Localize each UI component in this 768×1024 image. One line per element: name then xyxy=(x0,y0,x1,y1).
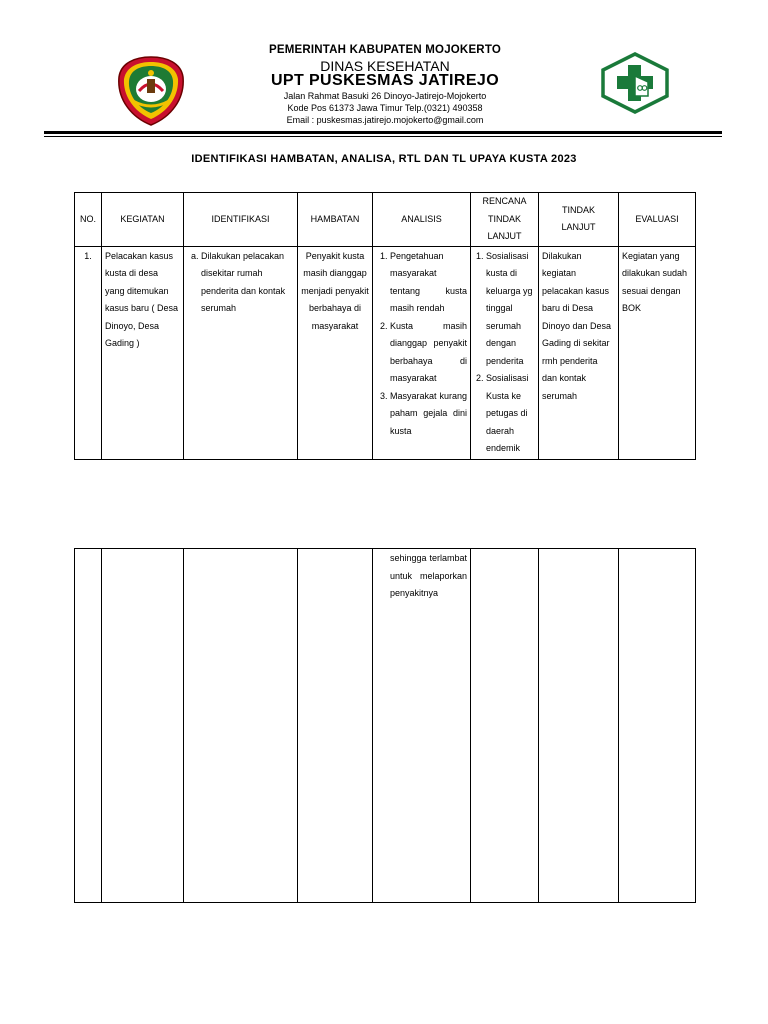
cell-no: 1. xyxy=(75,246,102,459)
table-row xyxy=(75,246,696,459)
cell-empty xyxy=(298,549,373,903)
header-divider-thick xyxy=(44,131,722,134)
col-header-tindak-lanjut: TINDAK LANJUT xyxy=(539,193,619,247)
header-divider-thin xyxy=(44,136,722,137)
cell-tindak-lanjut: Dilakukan kegiatan pelacakan kasus baru di Desa Dinoyo dan Desa Gading di sekitar rmh penderita dan kontak serumah xyxy=(539,246,619,459)
cell-identifikasi xyxy=(184,246,298,459)
col-header-no: NO. xyxy=(75,193,102,247)
header-address: Jalan Rahmat Basuki 26 Dinoyo-Jatirejo-Mojokerto xyxy=(283,91,487,101)
cell-empty xyxy=(75,549,102,903)
kusta-analysis-table xyxy=(74,192,696,460)
cell-rtl xyxy=(471,246,539,459)
cell-empty xyxy=(619,549,696,903)
col-header-rtl: RENCANA TINDAK LANJUT xyxy=(471,193,539,247)
cell-kegiatan: Pelacakan kasus kusta di desa yang ditemukan kasus baru ( Desa Dinoyo, Desa Gading ) xyxy=(102,246,184,459)
header-department: DINAS KESEHATAN xyxy=(320,58,450,74)
document-title: IDENTIFIKASI HAMBATAN, ANALISA, RTL DAN TL UPAYA KUSTA 2023 xyxy=(191,153,577,165)
cell-empty xyxy=(471,549,539,903)
rtl-item: 2. Sosialisasi Kusta ke petugas di daerah endemik xyxy=(486,370,535,458)
cell-empty xyxy=(102,549,184,903)
analisis-item: 1. Pengetahuan masyarakat tentang kusta masih rendah xyxy=(390,248,467,318)
col-header-identifikasi: IDENTIFIKASI xyxy=(184,193,298,247)
puskesmas-logo xyxy=(600,52,670,114)
analisis-continued-text: sehingga terlambat untuk melaporkan penyakitnya xyxy=(390,553,467,598)
col-header-analisis: ANALISIS xyxy=(373,193,471,247)
col-header-kegiatan: KEGIATAN xyxy=(102,193,184,247)
kusta-analysis-table-continued xyxy=(74,548,696,903)
identifikasi-item: a. Dilakukan pelacakan disekitar rumah penderita dan kontak serumah xyxy=(201,248,294,318)
cell-hambatan: Penyakit kusta masih dianggap menjadi penyakit berbahaya di masyarakat xyxy=(298,246,373,459)
table-row xyxy=(75,549,696,903)
analisis-item: 3. Masyarakat kurang paham gejala dini kusta xyxy=(390,388,467,441)
header-postal-phone: Kode Pos 61373 Jawa Timur Telp.(0321) 490358 xyxy=(287,103,483,113)
table-header-row xyxy=(75,193,696,247)
analisis-item: 2. Kusta masih dianggap penyakit berbahaya di masyarakat xyxy=(390,318,467,388)
col-header-evaluasi: EVALUASI xyxy=(619,193,696,247)
cell-analisis-continued xyxy=(373,549,471,903)
cell-empty xyxy=(184,549,298,903)
col-header-hambatan: HAMBATAN xyxy=(298,193,373,247)
mojokerto-emblem-logo xyxy=(117,55,185,127)
rtl-item: 1. Sosialisasi kusta di keluarga yg tinggal serumah dengan penderita xyxy=(486,248,535,371)
cell-analisis xyxy=(373,246,471,459)
header-government: PEMERINTAH KABUPATEN MOJOKERTO xyxy=(269,44,501,56)
cell-empty xyxy=(539,549,619,903)
header-email: Email : puskesmas.jatirejo.mojokerto@gmail.com xyxy=(286,115,484,125)
header-unit: UPT PUSKESMAS JATIREJO xyxy=(270,72,500,89)
cell-evaluasi: Kegiatan yang dilakukan sudah sesuai dengan BOK xyxy=(619,246,696,459)
